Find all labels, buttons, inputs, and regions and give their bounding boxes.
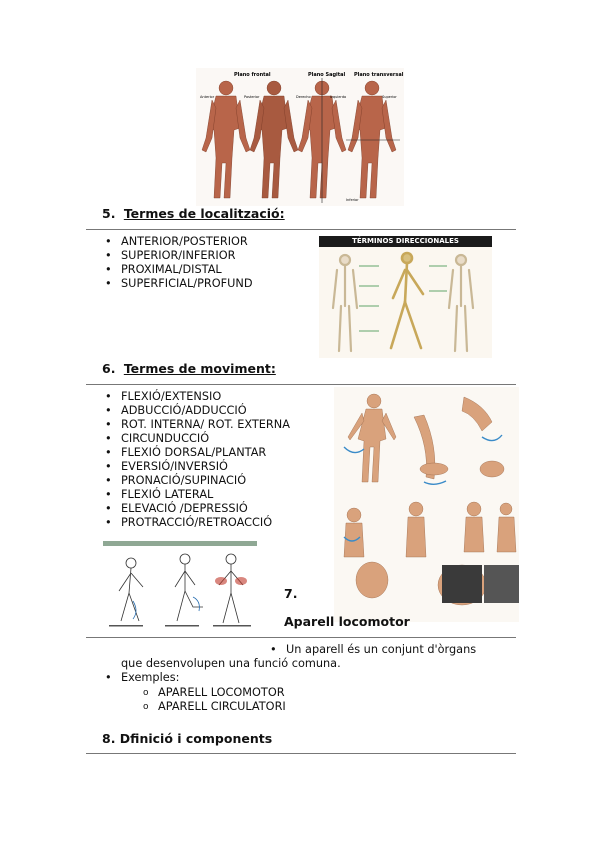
- movements-image: [334, 387, 519, 622]
- section5-number: 5.: [102, 206, 116, 221]
- list-item: • PROTRACCIÓ/RETROACCIÓ: [103, 516, 290, 530]
- skeleton-figures: [319, 236, 492, 358]
- list-item: o APARELL CIRCULATORI: [140, 700, 286, 714]
- plane-label-sagital: Plano Sagital: [308, 72, 346, 78]
- side-label-superior: Superior: [382, 95, 397, 99]
- list-item: • FLEXIÓ/EXTENSIO: [103, 390, 290, 404]
- section6-title: Termes de moviment:: [123, 361, 276, 376]
- list-item: • EVERSIÓ/INVERSIÓ: [103, 460, 290, 474]
- section7-number: 7.: [284, 586, 298, 601]
- list-item: • FLEXIÓ LATERAL: [103, 488, 290, 502]
- section8-title: 8. Dfinició i components: [102, 731, 273, 746]
- list-item: o APARELL LOCOMOTOR: [140, 686, 286, 700]
- list-item: • ANTERIOR/POSTERIOR: [103, 235, 253, 249]
- list-item: • SUPERFICIAL/PROFUND: [103, 277, 253, 291]
- section7-intro-continuation: que desenvolupen una funció comuna.: [121, 657, 341, 670]
- section6-number: 6.: [102, 361, 116, 376]
- section6-list: [103, 390, 290, 530]
- directional-terms-title: TÉRMINOS DIRECCIONALES: [319, 236, 492, 247]
- section7-examples-list: [103, 671, 179, 685]
- posture-figures: [103, 541, 257, 633]
- side-label-anterior: Anterior: [200, 95, 215, 99]
- section6-heading: [102, 361, 276, 376]
- list-item: • SUPERIOR/INFERIOR: [103, 249, 253, 263]
- posture-sketch-image: [103, 541, 257, 633]
- plane-label-transversal: Plano transversal: [354, 72, 404, 78]
- list-item: • FLEXIÓ DORSAL/PLANTAR: [103, 446, 290, 460]
- section5-heading: [102, 206, 285, 221]
- directional-terms-image: [319, 236, 492, 358]
- section7-title: Aparell locomotor: [284, 614, 410, 629]
- side-label-posterior: Posterior: [244, 95, 260, 99]
- side-label-izquierdo: Izquierdo: [330, 95, 347, 99]
- section7-intro-list: [268, 643, 476, 657]
- section6-rule: [86, 384, 516, 385]
- plane-label-frontal: Plano frontal: [234, 72, 271, 78]
- side-label-inferior: Inferior: [346, 198, 359, 202]
- section5-rule: [86, 229, 516, 230]
- list-item: • Un aparell és un conjunt d'òrgans: [268, 643, 476, 657]
- planes-figures: [196, 68, 404, 206]
- list-item: • ADBUCCIÓ/ADDUCCIÓ: [103, 404, 290, 418]
- section7-rule: [86, 637, 516, 638]
- movement-figures: [334, 387, 519, 622]
- section7-examples-sublist: [140, 686, 286, 714]
- list-item: • ROT. INTERNA/ ROT. EXTERNA: [103, 418, 290, 432]
- list-item: • ELEVACIÓ /DEPRESSIÓ: [103, 502, 290, 516]
- side-label-derecho: Derecho: [296, 95, 311, 99]
- list-item: • PRONACIÓ/SUPINACIÓ: [103, 474, 290, 488]
- section5-list: [103, 235, 253, 291]
- list-item: • PROXIMAL/DISTAL: [103, 263, 253, 277]
- anatomical-planes-image: [196, 68, 404, 206]
- list-item: • CIRCUNDUCCIÓ: [103, 432, 290, 446]
- section5-title: Termes de localització:: [123, 206, 285, 221]
- section8-rule: [86, 753, 516, 754]
- list-item: • Exemples:: [103, 671, 179, 685]
